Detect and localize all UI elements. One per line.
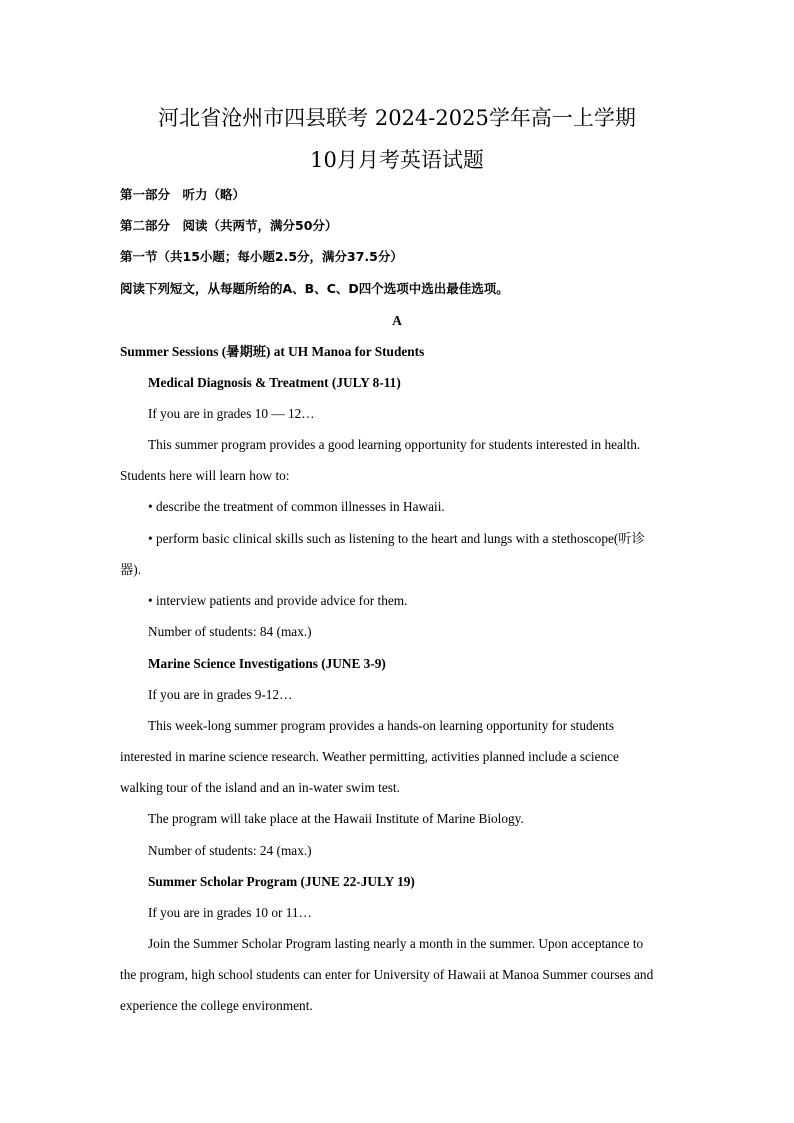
scholar-program-desc-line-3: experience the college environment. [120, 998, 313, 1013]
marine-program-location: The program will take place at the Hawaii Institute of Marine Biology. [148, 811, 524, 826]
reading-instruction: 阅读下列短文，从每题所给的A、B、C、D四个选项中选出最佳选项。 [120, 281, 509, 296]
marine-program-heading: Marine Science Investigations (JUNE 3-9) [148, 656, 386, 671]
scholar-program-heading: Summer Scholar Program (JUNE 22-JULY 19) [148, 874, 415, 889]
marine-program-grades: If you are in grades 9-12… [148, 687, 293, 702]
marine-program-desc-line-3: walking tour of the island and an in-water swim test. [120, 780, 400, 795]
medical-program-bullet-3: • interview patients and provide advice for them. [148, 593, 408, 608]
marine-program-desc-line-1: This week-long summer program provides a hands-on learning opportunity for students [148, 718, 615, 733]
passage-label: A [392, 313, 402, 328]
part-two-heading: 第二部分 阅读（共两节，满分50分） [120, 218, 338, 233]
medical-program-grades: If you are in grades 10 — 12… [148, 406, 315, 421]
medical-program-bullet-1: • describe the treatment of common illnesses in Hawaii. [148, 499, 445, 514]
medical-program-students: Number of students: 84 (max.) [148, 624, 312, 639]
medical-program-intro-line-1: This summer program provides a good learning opportunity for students interested in health. [148, 437, 641, 452]
scholar-program-desc-line-1: Join the Summer Scholar Program lasting nearly a month in the summer. Upon acceptance to [148, 936, 644, 951]
section-one-heading: 第一节（共15小题；每小题2.5分，满分37.5分） [120, 249, 403, 264]
document-title-line-1: 河北省沧州市四县联考 2024-2025学年高一上学期 [158, 106, 636, 130]
medical-program-heading: Medical Diagnosis & Treatment (JULY 8-11) [148, 375, 401, 390]
scholar-program-desc-line-2: the program, high school students can enter for University of Hawaii at Manoa Summer courses and [120, 967, 654, 982]
part-one-heading: 第一部分 听力（略） [120, 187, 246, 202]
medical-program-bullet-2-line-1: • perform basic clinical skills such as listening to the heart and lungs with a stethoscope(听诊 [148, 531, 645, 546]
medical-program-bullet-2-line-2: 器). [120, 562, 142, 577]
marine-program-students: Number of students: 24 (max.) [148, 843, 312, 858]
document-title-line-2: 10月月考英语试题 [310, 148, 484, 172]
medical-program-intro-line-2: Students here will learn how to: [120, 468, 290, 483]
passage-title: Summer Sessions (暑期班) at UH Manoa for Students [120, 344, 425, 359]
scholar-program-grades: If you are in grades 10 or 11… [148, 905, 312, 920]
marine-program-desc-line-2: interested in marine science research. Weather permitting, activities planned include a science [120, 749, 619, 764]
